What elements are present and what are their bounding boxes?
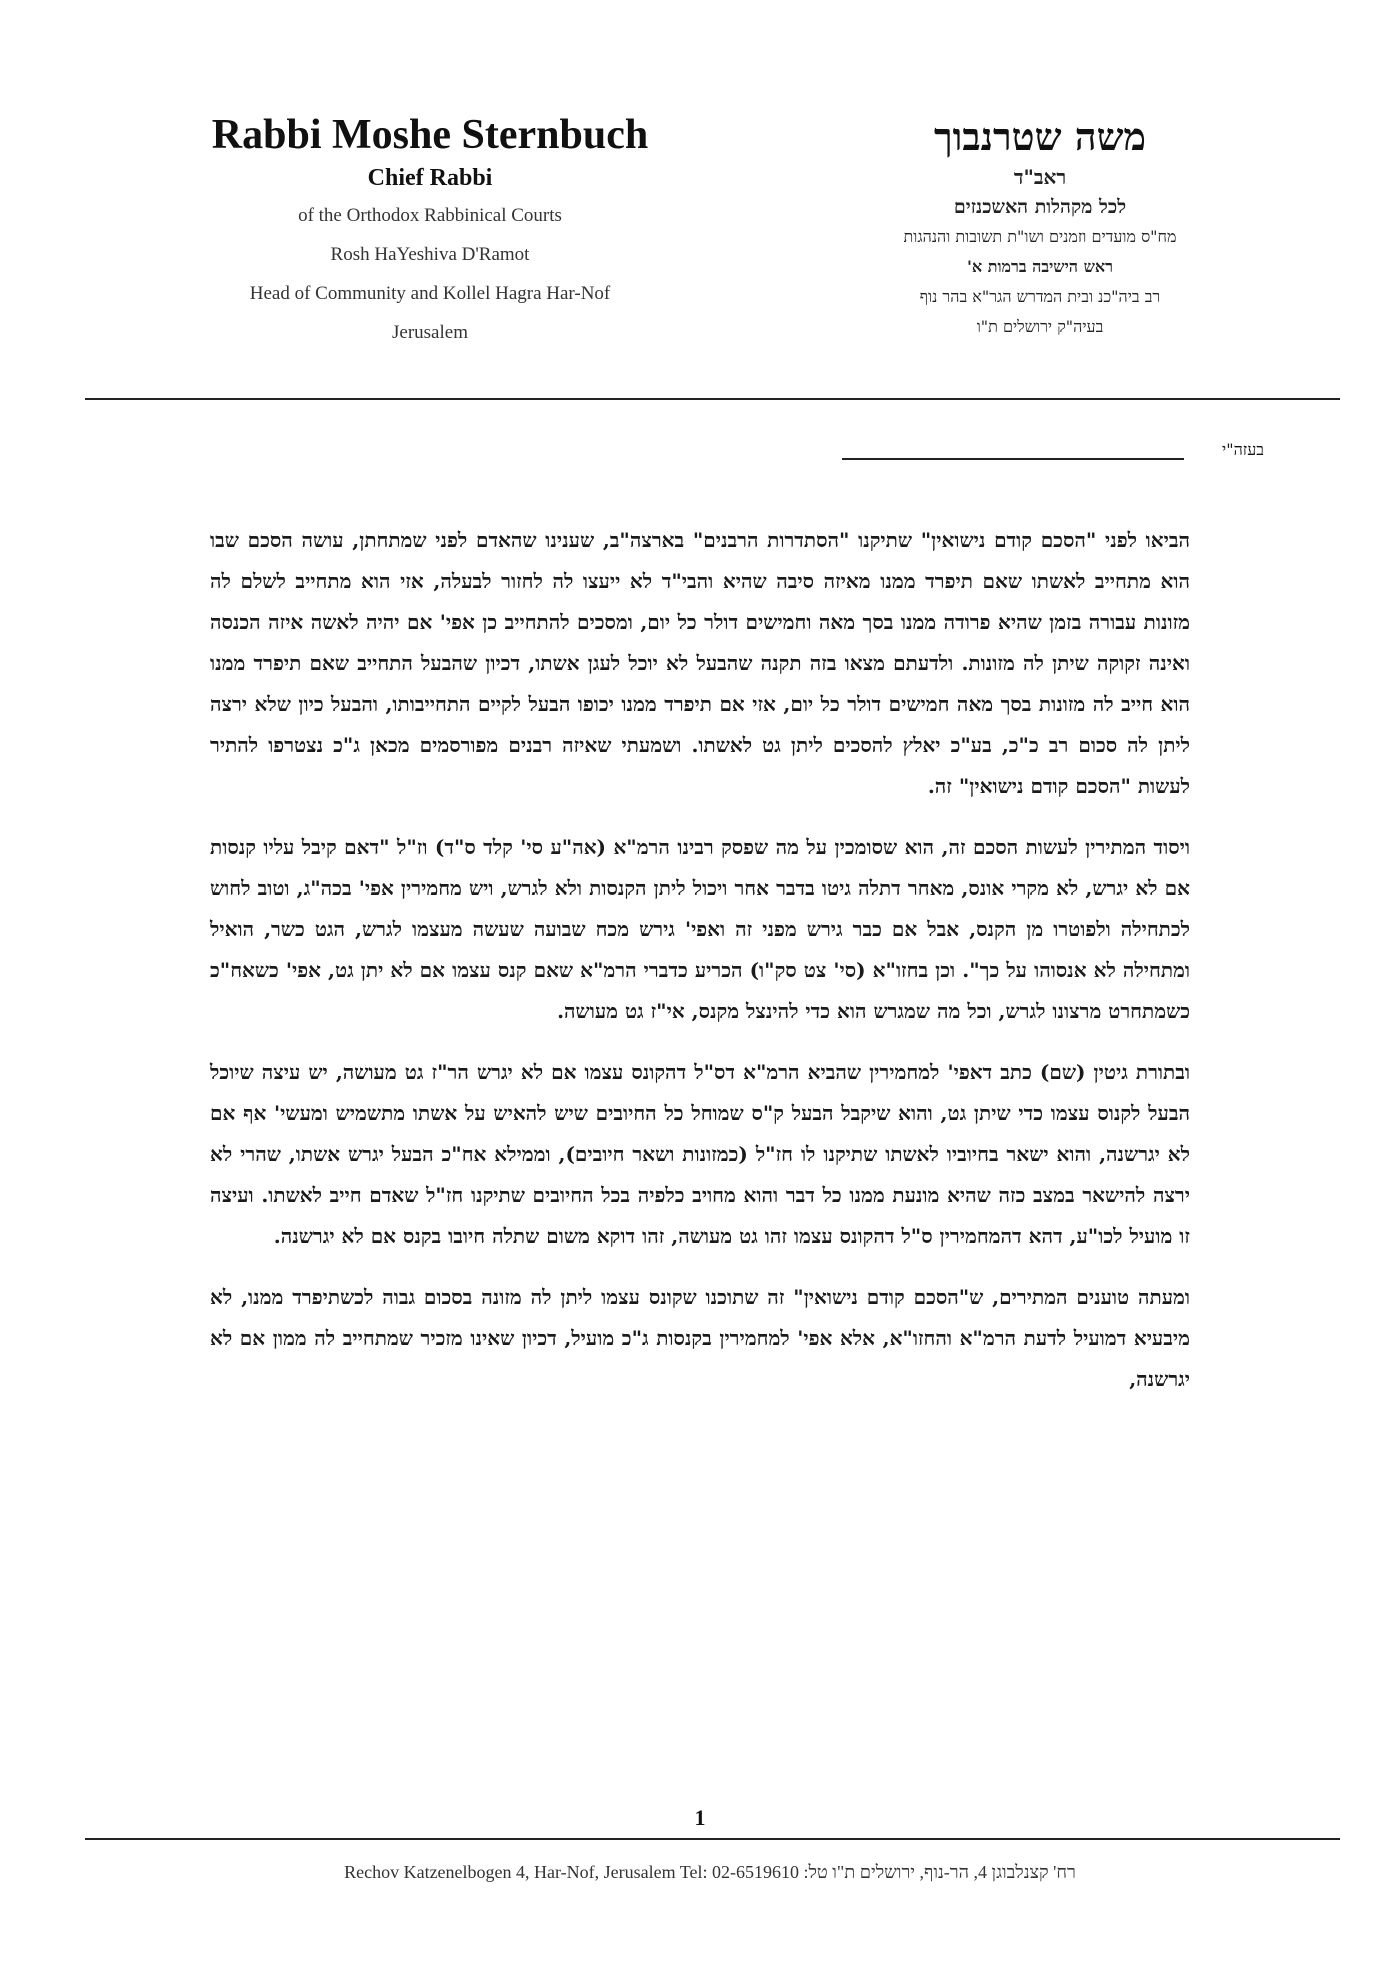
date-line bbox=[842, 438, 1264, 468]
paragraph-4: ומעתה טוענים המתירים, ש"הסכם קודם נישואין" זה שתוכנו שקונס עצמו ליתן לה מזונה בסכום גבוה לכשתיפרד ממנו, לא מיבעיא דמועיל לדעת הרמ"א והחזו"א, אלא אפי' למחמירין בקנסות ג"כ מועיל, דכיון שאינו מזכיר שמתחייב לה ממון אם לא יגרשנה, bbox=[210, 1285, 1190, 1391]
rabbi-name-english: Rabbi Moshe Sternbuch bbox=[211, 112, 649, 158]
letterhead-line-1: of the Orthodox Rabbinical Courts bbox=[298, 205, 562, 226]
letterhead-english bbox=[190, 110, 670, 352]
footer-divider bbox=[85, 1838, 1340, 1840]
hebrew-line-3: מח"ס מועדים וזמנים ושו"ת תשובות והנהגות bbox=[903, 227, 1177, 246]
page-number: 1 bbox=[694, 1805, 706, 1830]
letterhead-line-4: Jerusalem bbox=[392, 322, 468, 343]
hebrew-line-2: לכל מקהלות האשכנזים bbox=[953, 196, 1127, 218]
paragraph-3: ובתורת גיטין (שם) כתב דאפי' למחמירין שהביא הרמ"א דס"ל דהקונס עצמו אם לא יגרש הר"ז גט מעושה, יש עיצה שיוכל הבעל לקנוס עצמו כדי שיתן גט, והוא שיקבל הבעל ק"ס שמוחל כל החיובים שיש להאיש על אשתו מתשמיש ומעשי' אף אם לא יגרשנה, והוא ישאר בחיוביו לאשתו שתיקנו לו חז"ל (כמזונות ושאר חיובים), וממילא אח"כ הבעל יגרש אשתו, שהרי לא ירצה להישאר במצב כזה שהיא מונעת ממנו כל דבר והוא מחויב כלפיה בכל החיובים שתיקנו חז"ל שאדם חייב לאשתו. ועיצה זו מועיל לכו"ע, דהא דהמחמירין ס"ל דהקונס עצמו זהו גט מעושה, זהו דוקא משום שתלה חיובו בקנס אם לא יגרשנה. bbox=[210, 1060, 1190, 1248]
hebrew-line-4: ראש הישיבה ברמות א' bbox=[966, 257, 1114, 276]
paragraph-1: הביאו לפני "הסכם קודם נישואין" שתיקנו "הסתדרות הרבנים" בארצה"ב, שענינו שהאדם לפני שמתחתן, עושה הסכם שבו הוא מתחייב לאשתו שאם תיפרד ממנו מאיזה סיבה שהיא והבי"ד לא ייעצו לה לחזור לבעלה, אזי הוא מתחייב לשלם לה מזונות עבורה בזמן שהיא פרודה ממנו בסך מאה וחמישים דולר כל יום, ומסכים להתחייב כן אפי' אם יהיה לאשה איזה הכנסה ואינה זקוקה שיתן לה מזונות. ולדעתם מצאו בזה תקנה שהבעל לא יוכל לעגן אשתו, דכיון שהבעל התחייב שאם תיפרד ממנו הוא חייב לה מזונות בסך מאה חמישים דולר כל יום, אזי אם תיפרד ממנו יכופו הבעל לקיים התחייבותו, והבעל כיון שלא ירצה ליתן לה סכום רב כ"כ, בע"כ יאלץ להסכים ליתן גט לאשתו. ושמעתי שאיזה רבנים מפורסמים מכאן ג"כ נצטרפו להתיר לעשות "הסכם קודם נישואין" זה. bbox=[210, 528, 1190, 798]
rabbi-title-english: Chief Rabbi bbox=[367, 165, 493, 191]
letter-body bbox=[210, 520, 1190, 1420]
date-blank-line bbox=[842, 458, 1184, 460]
letterhead-hebrew bbox=[860, 112, 1220, 342]
hebrew-line-6: בעיה"ק ירושלים ת"ו bbox=[976, 317, 1104, 336]
letterhead-line-2: Rosh HaYeshiva D'Ramot bbox=[330, 244, 530, 265]
rabbi-name-hebrew: משה שטרנבוך bbox=[933, 114, 1147, 159]
hebrew-line-5: רב ביה"כנ ובית המדרש הגר"א בהר נוף bbox=[919, 287, 1161, 306]
date-label: בעזה"י bbox=[1222, 440, 1264, 459]
letterhead-line-3: Head of Community and Kollel Hagra Har-Nof bbox=[249, 283, 611, 304]
paragraph-2: ויסוד המתירין לעשות הסכם זה, הוא שסומכין על מה שפסק רבינו הרמ"א (אה"ע סי' קלד ס"ד) וז"ל "דאם קיבל עליו קנסות אם לא יגרש, לא מקרי אונס, מאחר דתלה גיטו בדבר אחר ויכול ליתן הקנסות ולא לגרש, ויש מחמירין אפי' בכה"ג, וטוב לחוש לכתחילה ולפוטרו מן הקנס, אבל אם כבר גירש מפני זה ואפי' גירש מכח שבועה שעשה מעצמו לגרש, הגט כשר, הואיל ומתחילה לא אנסוהו על כך". וכן בחזו"א (סי' צט סק"ו) הכריע כדברי הרמ"א שאם קנס עצמו אם לא יתן גט, אפי' כשאח"כ כשמתחרט מרצונו לגרש, וכל מה שמגרש הוא כדי להינצל מקנס, אי"ז גט מעושה. bbox=[210, 835, 1190, 1023]
header-divider bbox=[85, 398, 1340, 400]
hebrew-title: ראב"ד bbox=[1013, 165, 1067, 189]
footer-address: Rechov Katzenelbogen 4, Har-Nof, Jerusalem Tel: 02-6519610 :רח' קצנלבוגן 4, הר-נוף, ירושלים ת"ו טל bbox=[344, 1862, 1076, 1882]
